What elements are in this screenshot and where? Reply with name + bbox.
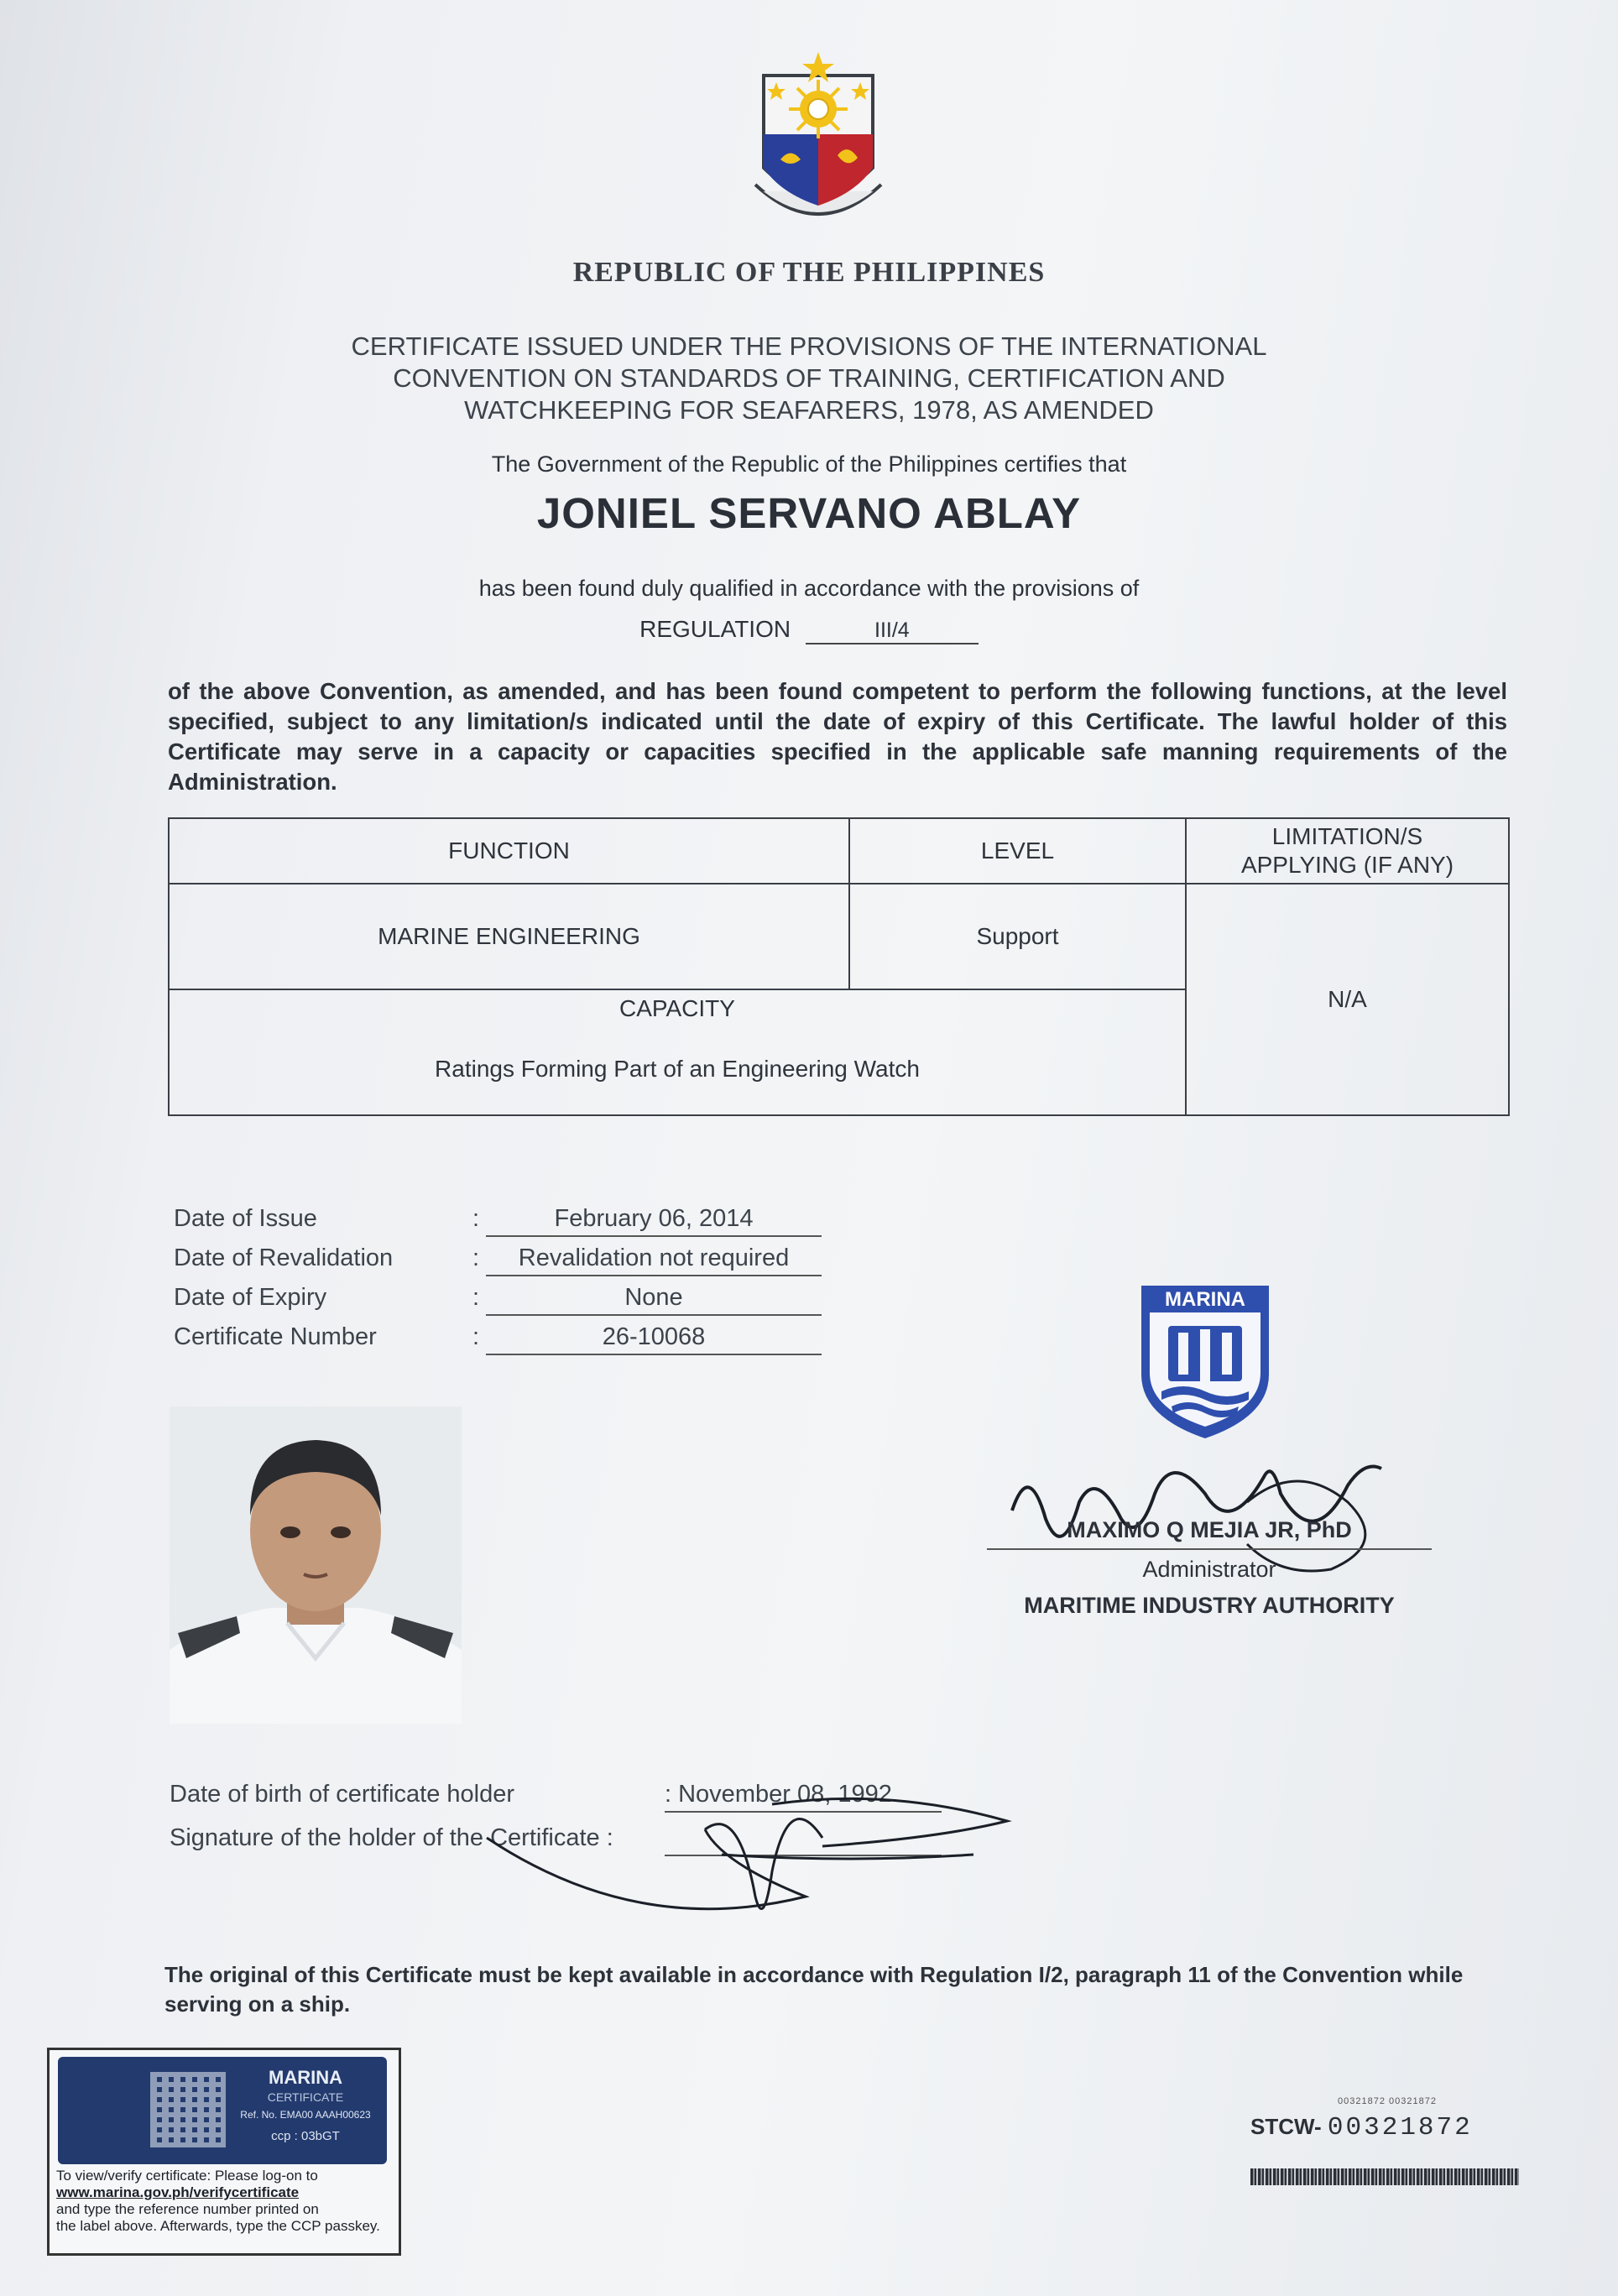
date-of-expiry-value: None xyxy=(486,1284,822,1316)
signatory-name: MAXIMO Q MEJIA JR, PhD xyxy=(987,1517,1432,1550)
function-value: MARINE ENGINEERING xyxy=(169,884,849,989)
signature-label: Signature of the holder of the Certificate : xyxy=(170,1824,613,1851)
colon: : xyxy=(472,1323,480,1350)
stcw-number: 00321872 xyxy=(1327,2113,1473,2142)
function-header: FUNCTION xyxy=(169,818,849,884)
marina-logo-text: MARINA xyxy=(1165,1288,1245,1311)
regulation-value: III/4 xyxy=(806,618,979,644)
regulation-label: REGULATION xyxy=(639,616,791,642)
capacity-cell xyxy=(169,989,1186,1115)
stcw-serial xyxy=(1250,2113,1473,2142)
colon: : xyxy=(472,1205,480,1232)
capacity-label: CAPACITY xyxy=(619,995,735,1021)
sticker-label xyxy=(58,2057,387,2164)
sticker-reference: Ref. No. EMA00 AAAH00623 xyxy=(240,2109,371,2121)
intro-line: WATCHKEEPING FOR SEAFARERS, 1978, AS AMENDED xyxy=(464,395,1154,425)
signatory-title: Administrator xyxy=(1142,1557,1276,1582)
level-value: Support xyxy=(849,884,1186,989)
colon: : xyxy=(472,1284,480,1311)
birth-label: Date of birth of certificate holder xyxy=(170,1781,515,1808)
holder-photo xyxy=(170,1406,462,1724)
philippine-seal-icon xyxy=(730,42,906,243)
signatory-block xyxy=(987,1517,1432,1619)
republic-heading: REPUBLIC OF THE PHILIPPINES xyxy=(572,257,1046,288)
marina-logo-icon xyxy=(1138,1282,1272,1442)
intro-line: CONVENTION ON STANDARDS OF TRAINING, CERTIFICATION AND xyxy=(393,363,1225,393)
certifies-text: The Government of the Republic of the Philippines certifies that xyxy=(491,451,1127,477)
stcw-prefix: STCW- xyxy=(1250,2114,1322,2139)
certificate-number-label: Certificate Number xyxy=(174,1323,377,1350)
verification-sticker xyxy=(47,2048,401,2256)
capacity-value: Ratings Forming Part of an Engineering Watch xyxy=(435,1056,920,1082)
sticker-line: and type the reference number printed on xyxy=(56,2201,319,2217)
holder-signature-icon xyxy=(470,1771,1024,1939)
convention-intro xyxy=(294,331,1324,426)
sticker-ccp: ccp : 03bGT xyxy=(271,2129,340,2143)
limitations-header: LIMITATION/S APPLYING (IF ANY) xyxy=(1186,818,1509,884)
date-of-expiry-label: Date of Expiry xyxy=(174,1284,327,1311)
sticker-instructions xyxy=(56,2168,392,2235)
sticker-line: the label above. Afterwards, type the CCP passkey. xyxy=(56,2218,380,2234)
verify-link[interactable]: www.marina.gov.ph/verifycertificate xyxy=(56,2184,300,2200)
sticker-line: To view/verify certificate: Please log-on to xyxy=(56,2168,318,2184)
date-of-revalidation-label: Date of Revalidation xyxy=(174,1245,394,1271)
qualified-text: has been found duly qualified in accordance with the provisions of xyxy=(478,576,1140,601)
function-table xyxy=(168,817,1510,1116)
intro-line: CERTIFICATE ISSUED UNDER THE PROVISIONS OF THE INTERNATIONAL xyxy=(351,331,1267,361)
qr-code-icon xyxy=(150,2072,226,2147)
colon: : xyxy=(472,1245,480,1271)
certificate-number-value: 26-10068 xyxy=(486,1323,822,1355)
sticker-title: MARINA xyxy=(269,2067,342,2088)
birth-value: : November 08, 1992 xyxy=(665,1781,942,1813)
holder-name: JONIEL SERVANO ABLAY xyxy=(536,489,1082,537)
level-header: LEVEL xyxy=(849,818,1186,884)
regulation-line xyxy=(0,616,1618,644)
signatory-organization: MARITIME INDUSTRY AUTHORITY xyxy=(1024,1593,1395,1618)
limitations-value: N/A xyxy=(1186,884,1509,1115)
date-of-issue-label: Date of Issue xyxy=(174,1205,317,1232)
barcode-icon xyxy=(1250,2168,1519,2185)
competency-paragraph: of the above Convention, as amended, and has been found competent to perform the following functions, at the level specified, subject to any limitation/s indicated until the date of expiry of this Certificate. The lawful holder of this Certificate may serve in a capacity or capacities specified in the applicable safe manning requirements of the Administration. xyxy=(168,678,1507,795)
sticker-subtitle: CERTIFICATE xyxy=(267,2090,344,2104)
serial-small-numbers: 00321872 00321872 xyxy=(1338,2096,1437,2106)
footnote-text: The original of this Certificate must be kept available in accordance with Regulation I/2, paragraph 11 of the Convention while serving on a ship. xyxy=(164,1962,1464,2017)
date-of-issue-value: February 06, 2014 xyxy=(486,1205,822,1237)
date-of-revalidation-value: Revalidation not required xyxy=(486,1245,822,1276)
